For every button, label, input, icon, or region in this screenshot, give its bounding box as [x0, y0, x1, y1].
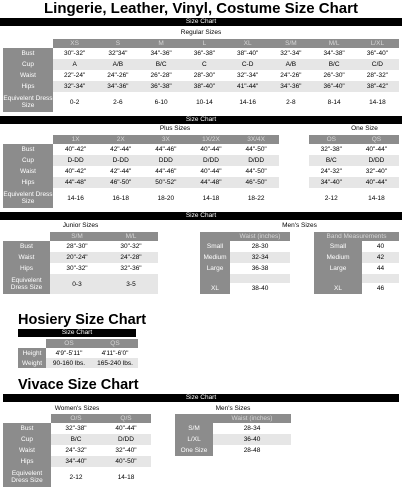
table-cell: D/DD [354, 155, 399, 166]
size-header: QS [354, 135, 399, 144]
spacer-cell [279, 188, 309, 208]
junior-sizes-label: Junior Sizes [62, 222, 99, 229]
corner-cell [18, 339, 46, 348]
spacer-cell [290, 263, 314, 274]
row-label: Medium [200, 252, 230, 263]
table-cell: 40"-44" [365, 146, 388, 153]
table-row [3, 274, 158, 294]
row-label: Hips [3, 81, 53, 92]
table-cell: 28-48 [243, 447, 261, 454]
table-cell: 16-18 [112, 194, 130, 202]
size-chart-band-regular: Size Chart [0, 18, 402, 26]
table-cell: 20"-24" [50, 252, 104, 263]
row-label: Bust [3, 144, 53, 155]
table-row [3, 188, 399, 208]
table-cell: 32"-34" [53, 81, 96, 92]
table-row [3, 252, 158, 263]
corner-cell [3, 39, 53, 48]
table-cell: 28-30 [251, 243, 269, 250]
size-header: QS [92, 339, 138, 348]
junior-header-row [3, 232, 158, 241]
row-label: Equivelent Dress Size [3, 274, 50, 294]
table-row [3, 166, 399, 177]
corner-cell [3, 135, 53, 144]
table-cell: 38"-40" [237, 50, 259, 57]
table-cell: 14-18 [202, 194, 220, 202]
spacer-cell [290, 252, 314, 263]
row-label: Cup [3, 155, 53, 166]
table-row [200, 274, 399, 283]
table-cell: 40"-44" [200, 168, 222, 175]
size-header: M/L [104, 232, 158, 241]
table-cell: 42"-44" [110, 168, 132, 175]
table-cell: 40"-44" [115, 425, 137, 432]
table-cell: 32"-34" [237, 72, 259, 79]
size-header: S/M [50, 232, 104, 241]
row-label: Height [18, 348, 46, 358]
row-label: Large [200, 263, 230, 274]
table-cell: 18-20 [157, 194, 175, 202]
table-cell: 50"-52" [143, 177, 188, 188]
size-header: M/L [313, 39, 356, 48]
table-cell: 44"-48" [53, 177, 98, 188]
table-cell: 0-3 [50, 274, 104, 294]
table-row [18, 348, 138, 358]
table-cell: D-DD [53, 155, 98, 166]
table-cell: 44 [376, 265, 385, 272]
table-cell: A/B [96, 59, 139, 70]
table-row [3, 92, 399, 112]
table-cell: 6-10 [154, 98, 168, 106]
table-cell: D-DD [98, 155, 143, 166]
size-chart-band-hosiery: Size Chart [18, 329, 136, 337]
size-chart-band-junior-mens: Size Chart [0, 212, 402, 220]
spacer-cell [290, 232, 314, 241]
table-cell: B/C [140, 59, 183, 70]
table-cell: 36"-40" [313, 81, 356, 92]
row-label: XL [314, 283, 362, 294]
table-cell: 32"34" [108, 50, 128, 57]
row-label: Cup [3, 59, 53, 70]
table-row [3, 70, 399, 81]
size-chart-band-plus: Size Chart [0, 116, 402, 124]
mens-sizes-table [200, 232, 399, 294]
table-cell: 28"-30" [193, 72, 215, 79]
table-cell: 34"-36" [269, 81, 312, 92]
table-cell: 34"-40" [309, 177, 354, 188]
table-cell: D/DD [234, 155, 279, 166]
table-cell: 32-34 [230, 252, 290, 263]
size-header: 3X/4X [234, 135, 279, 144]
table-cell: 38-40 [251, 285, 269, 292]
table-cell [362, 274, 399, 283]
size-chart-band-vivace: Size Chart [3, 394, 399, 402]
vivace-womens-label: Women's Sizes [54, 405, 100, 412]
table-cell: 18-22 [247, 194, 265, 202]
table-cell: 28"-30" [66, 243, 88, 250]
table-cell: 40"-50" [101, 456, 151, 467]
table-cell: 24"-26" [107, 72, 129, 79]
table-cell: 24"-32" [65, 447, 87, 454]
table-cell: 40"-44" [354, 177, 399, 188]
table-cell: 38"-42" [356, 81, 399, 92]
table-cell: DDD [143, 155, 188, 166]
row-label: One Size [175, 445, 213, 456]
table-cell: 36-40 [213, 434, 291, 445]
corner-cell [3, 414, 51, 423]
hosiery-title: Hosiery Size Chart [18, 312, 147, 328]
spacer-cell [290, 283, 314, 294]
table-cell: 0-2 [69, 98, 80, 106]
table-cell: 10-14 [196, 98, 213, 106]
size-header: L/XL [356, 39, 399, 48]
table-cell: 40"-42" [64, 168, 87, 175]
table-cell: 28-34 [243, 425, 261, 432]
size-header: 1X/2X [188, 135, 233, 144]
size-header: L [183, 39, 226, 48]
row-label [314, 274, 362, 283]
table-cell: 30"-32" [120, 243, 142, 250]
size-header: OS [309, 135, 354, 144]
row-label: Waist [3, 70, 53, 81]
row-label: Bust [3, 241, 50, 252]
table-cell: 14-16 [67, 194, 84, 202]
row-label: Bust [3, 423, 51, 434]
table-cell: 34"-38" [323, 50, 345, 57]
table-row [200, 263, 399, 274]
table-row [3, 423, 151, 434]
corner-cell [3, 232, 50, 241]
table-cell: 46"-50" [98, 177, 143, 188]
plus-header-row [3, 135, 399, 144]
row-label: Weight [18, 358, 46, 368]
table-cell: C [183, 59, 226, 70]
table-cell: 46 [376, 285, 385, 292]
table-cell: 26"-28" [150, 72, 172, 79]
table-cell: 42"-44" [110, 146, 132, 153]
spacer-cell [290, 274, 314, 283]
table-row [3, 177, 399, 188]
vivace-mens-label: Men's Sizes [215, 405, 251, 412]
table-cell: 30"-32" [64, 50, 86, 57]
corner-cell [200, 232, 230, 241]
table-row [3, 241, 158, 252]
row-label: Equivelent Dress Size [3, 467, 51, 487]
table-cell [230, 274, 290, 283]
table-row [3, 263, 158, 274]
table-cell: 4'9"-5'11" [55, 349, 83, 357]
table-cell: 36"-38" [140, 81, 183, 92]
table-cell: 2-6 [113, 98, 123, 106]
page-title: Lingerie, Leather, Vinyl, Costume Size Chart [44, 0, 358, 17]
table-row [175, 445, 291, 456]
table-cell: 32"-36" [120, 265, 142, 272]
table-cell: C/D [356, 59, 399, 70]
table-cell: 24"-26" [280, 72, 302, 79]
table-cell: A/B [269, 59, 312, 70]
row-label: Small [200, 241, 230, 252]
table-cell: 41"-44" [226, 81, 269, 92]
row-label: XL [200, 283, 230, 294]
spacer-cell [279, 135, 309, 144]
size-header: XS [53, 39, 96, 48]
row-label: Hips [3, 263, 50, 274]
table-cell: 36"-40" [366, 50, 388, 57]
table-cell: 26"-30" [323, 72, 345, 79]
table-cell: 44"-50" [245, 146, 267, 153]
table-cell: D/DD [101, 434, 151, 445]
vivace-womens-header-row [3, 414, 151, 423]
row-label [200, 274, 230, 283]
table-cell: 2-8 [286, 98, 296, 106]
regular-sizes-label: Regular Sizes [180, 29, 222, 36]
table-cell: 32"-40" [365, 168, 388, 175]
table-row [3, 456, 151, 467]
plus-sizes-table [3, 135, 399, 208]
waist-header: Waist (inches) [213, 414, 291, 423]
size-header: 1X [53, 135, 98, 144]
row-label: Cup [3, 434, 51, 445]
table-cell: 40"-44" [200, 146, 222, 153]
table-cell: 34"-36" [96, 81, 139, 92]
table-cell: 46"-50" [234, 177, 279, 188]
regular-sizes-table [3, 39, 399, 112]
row-label: Small [314, 241, 362, 252]
table-cell: 14-18 [117, 473, 135, 481]
row-label: Bust [3, 48, 53, 59]
table-row [3, 59, 399, 70]
regular-header-row [3, 39, 399, 48]
row-label: Waist [3, 445, 51, 456]
table-cell: 34"-40" [51, 456, 101, 467]
table-cell: 22"-24" [64, 72, 86, 79]
size-header: S/M [269, 39, 312, 48]
row-label: Medium [314, 252, 362, 263]
table-row [3, 155, 399, 166]
table-row [3, 48, 399, 59]
one-size-label: One Size [351, 125, 378, 132]
table-cell: 2-12 [324, 194, 338, 202]
table-cell: B/C [51, 434, 101, 445]
row-label: Waist [3, 252, 50, 263]
size-header: 3X [143, 135, 188, 144]
vivace-mens-table [175, 414, 291, 456]
table-cell: B/C [313, 59, 356, 70]
table-cell: 24"-28" [104, 252, 158, 263]
table-cell: 3-5 [104, 274, 158, 294]
spacer-cell [279, 177, 309, 188]
band-header: Band Measurements [314, 232, 399, 241]
table-row [200, 241, 399, 252]
table-cell: 8-14 [327, 98, 341, 106]
table-cell: 14-18 [368, 194, 385, 202]
table-cell: 24"-32" [320, 168, 342, 175]
table-row [175, 434, 291, 445]
vivace-womens-table [3, 414, 151, 487]
row-label: Equivelent Dress Size [3, 92, 53, 112]
spacer-cell [279, 166, 309, 177]
table-cell: B/C [309, 155, 354, 166]
vivace-title: Vivace Size Chart [18, 377, 139, 393]
table-row [3, 467, 151, 487]
waist-header: Waist (inches) [230, 232, 290, 241]
mens-sizes-label: Men's Sizes [282, 222, 317, 229]
table-cell: 44"-48" [188, 177, 233, 188]
table-cell: 30"-32" [66, 265, 88, 272]
table-cell: 4'11"-6'0" [101, 349, 129, 357]
table-cell: D/DD [188, 155, 233, 166]
size-header: S [96, 39, 139, 48]
junior-sizes-table [3, 232, 158, 294]
table-cell: 32"-40" [115, 447, 137, 454]
row-label: L/XL [175, 434, 213, 445]
size-header: OS [46, 339, 92, 348]
table-cell: 2-12 [69, 473, 83, 481]
size-header: O/S [51, 414, 101, 423]
table-row [3, 81, 399, 92]
table-cell: 32"-34" [280, 50, 302, 57]
table-cell: 34"-36" [150, 50, 172, 57]
table-cell: A [53, 59, 96, 70]
table-cell: 14-18 [369, 98, 386, 106]
table-cell: 32"-38" [65, 425, 87, 432]
table-row [3, 434, 151, 445]
size-header: XL [226, 39, 269, 48]
table-cell: 165-240 lbs. [92, 358, 138, 368]
table-row [175, 423, 291, 434]
table-row [3, 144, 399, 155]
table-row [18, 358, 138, 368]
hosiery-header-row [18, 339, 138, 348]
row-label: Hips [3, 456, 51, 467]
row-label: S/M [175, 423, 213, 434]
row-label: Waist [3, 166, 53, 177]
table-cell: 14-16 [239, 98, 256, 106]
hosiery-table [18, 339, 138, 368]
table-cell: 36-38 [251, 265, 269, 272]
row-label: Equivelent Dress Size [3, 188, 53, 208]
corner-cell [175, 414, 213, 423]
spacer-cell [279, 155, 309, 166]
table-cell: 38"-40" [183, 81, 226, 92]
table-cell: 44"-50" [245, 168, 267, 175]
table-cell: 36"-38" [193, 50, 215, 57]
table-cell: C-D [226, 59, 269, 70]
table-cell: 40 [376, 243, 385, 250]
table-cell: 90-160 lbs. [46, 358, 92, 368]
size-header: Q/S [101, 414, 151, 423]
table-cell: 40"-42" [64, 146, 87, 153]
table-cell: 44"-46" [155, 168, 177, 175]
row-label: Hips [3, 177, 53, 188]
size-header: 2X [98, 135, 143, 144]
table-row [200, 283, 399, 294]
mens-header-row [200, 232, 399, 241]
row-label: Large [314, 263, 362, 274]
table-cell: 42 [362, 252, 399, 263]
table-row [3, 445, 151, 456]
table-cell: 44"-46" [155, 146, 177, 153]
table-row [200, 252, 399, 263]
vivace-mens-header-row [175, 414, 291, 423]
table-cell: 32"-38" [320, 146, 342, 153]
spacer-cell [279, 144, 309, 155]
table-cell: 28"-32" [366, 72, 388, 79]
spacer-cell [290, 241, 314, 252]
plus-sizes-label: Plus Sizes [159, 125, 191, 132]
size-header: M [140, 39, 183, 48]
